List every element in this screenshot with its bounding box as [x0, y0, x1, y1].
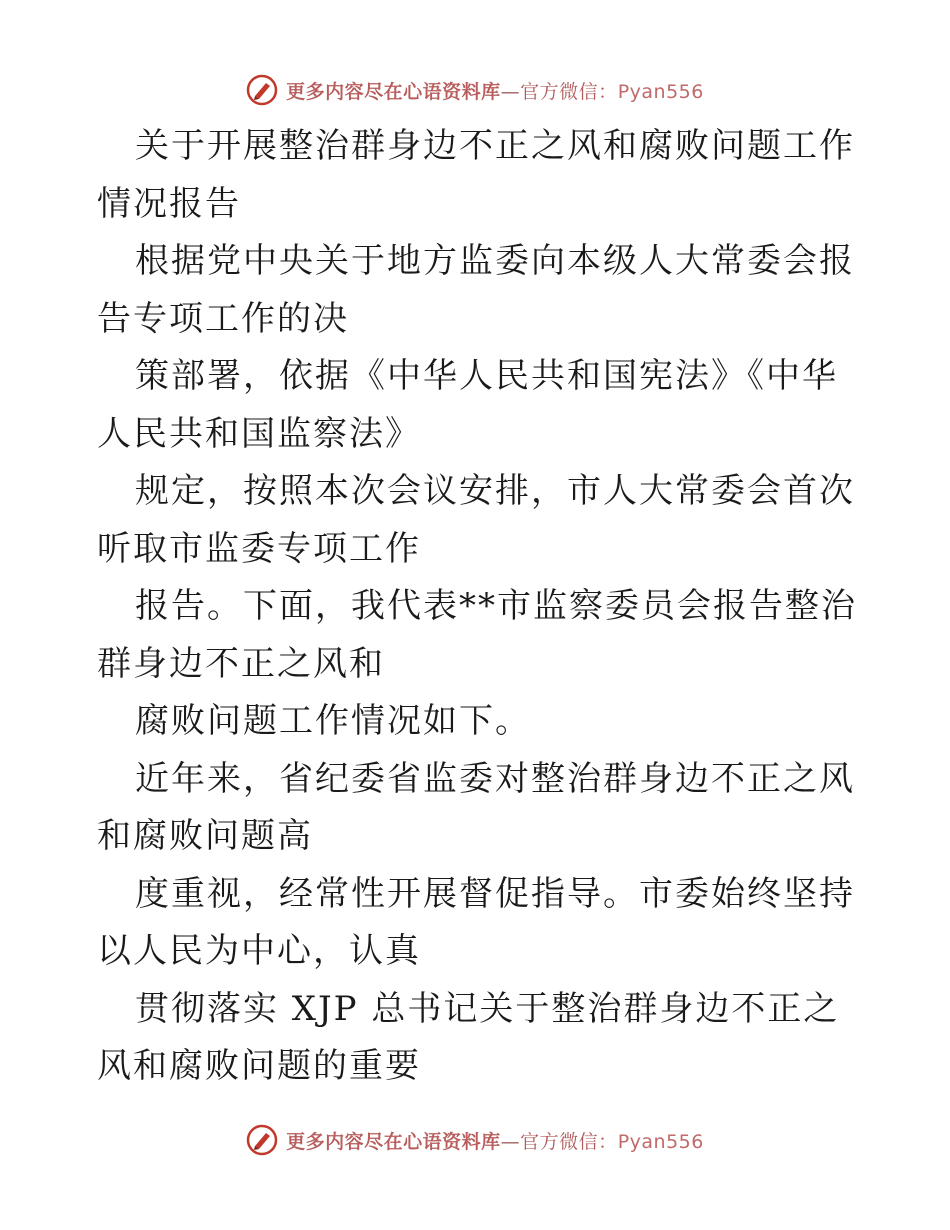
watermark-wechat-label: 官方微信：	[520, 1130, 618, 1153]
watermark-id: Pyan556	[617, 1130, 704, 1153]
watermark-brand: 更多内容尽在心语资料库	[286, 1130, 501, 1153]
paragraph: 规定，按照本次会议安排，市人大常委会首次听取市监委专项工作	[97, 471, 855, 569]
paragraph: 根据党中央关于地方监委向本级人大常委会报告专项工作的决	[97, 241, 855, 339]
header-watermark	[0, 70, 950, 110]
watermark-text	[286, 1127, 704, 1154]
logo-icon	[246, 74, 278, 106]
watermark-separator: —	[500, 1130, 521, 1153]
watermark-id: Pyan556	[617, 80, 704, 103]
paragraph: 度重视，经常性开展督促指导。市委始终坚持以人民为中心，认真	[97, 873, 855, 971]
watermark-separator: —	[500, 80, 521, 103]
watermark-wechat-label: 官方微信：	[520, 80, 618, 103]
watermark-text	[286, 77, 704, 104]
paragraph: 报告。下面，我代表**市监察委员会报告整治群身边不正之风和	[97, 586, 857, 684]
paragraph: 腐败问题工作情况如下。	[135, 701, 531, 741]
paragraph: 贯彻落实 XJP 总书记关于整治群身边不正之风和腐败问题的重要	[97, 988, 840, 1086]
footer-watermark	[0, 1120, 950, 1160]
paragraph: 策部署，依据《中华人民共和国宪法》《中华人民共和国监察法》	[97, 356, 838, 454]
watermark-brand: 更多内容尽在心语资料库	[286, 80, 501, 103]
paragraph: 近年来，省纪委省监委对整治群身边不正之风和腐败问题高	[97, 758, 855, 856]
paragraph-title: 关于开展整治群身边不正之风和腐败问题工作情况报告	[97, 126, 855, 224]
document-body	[97, 118, 857, 1096]
logo-icon	[246, 1124, 278, 1156]
